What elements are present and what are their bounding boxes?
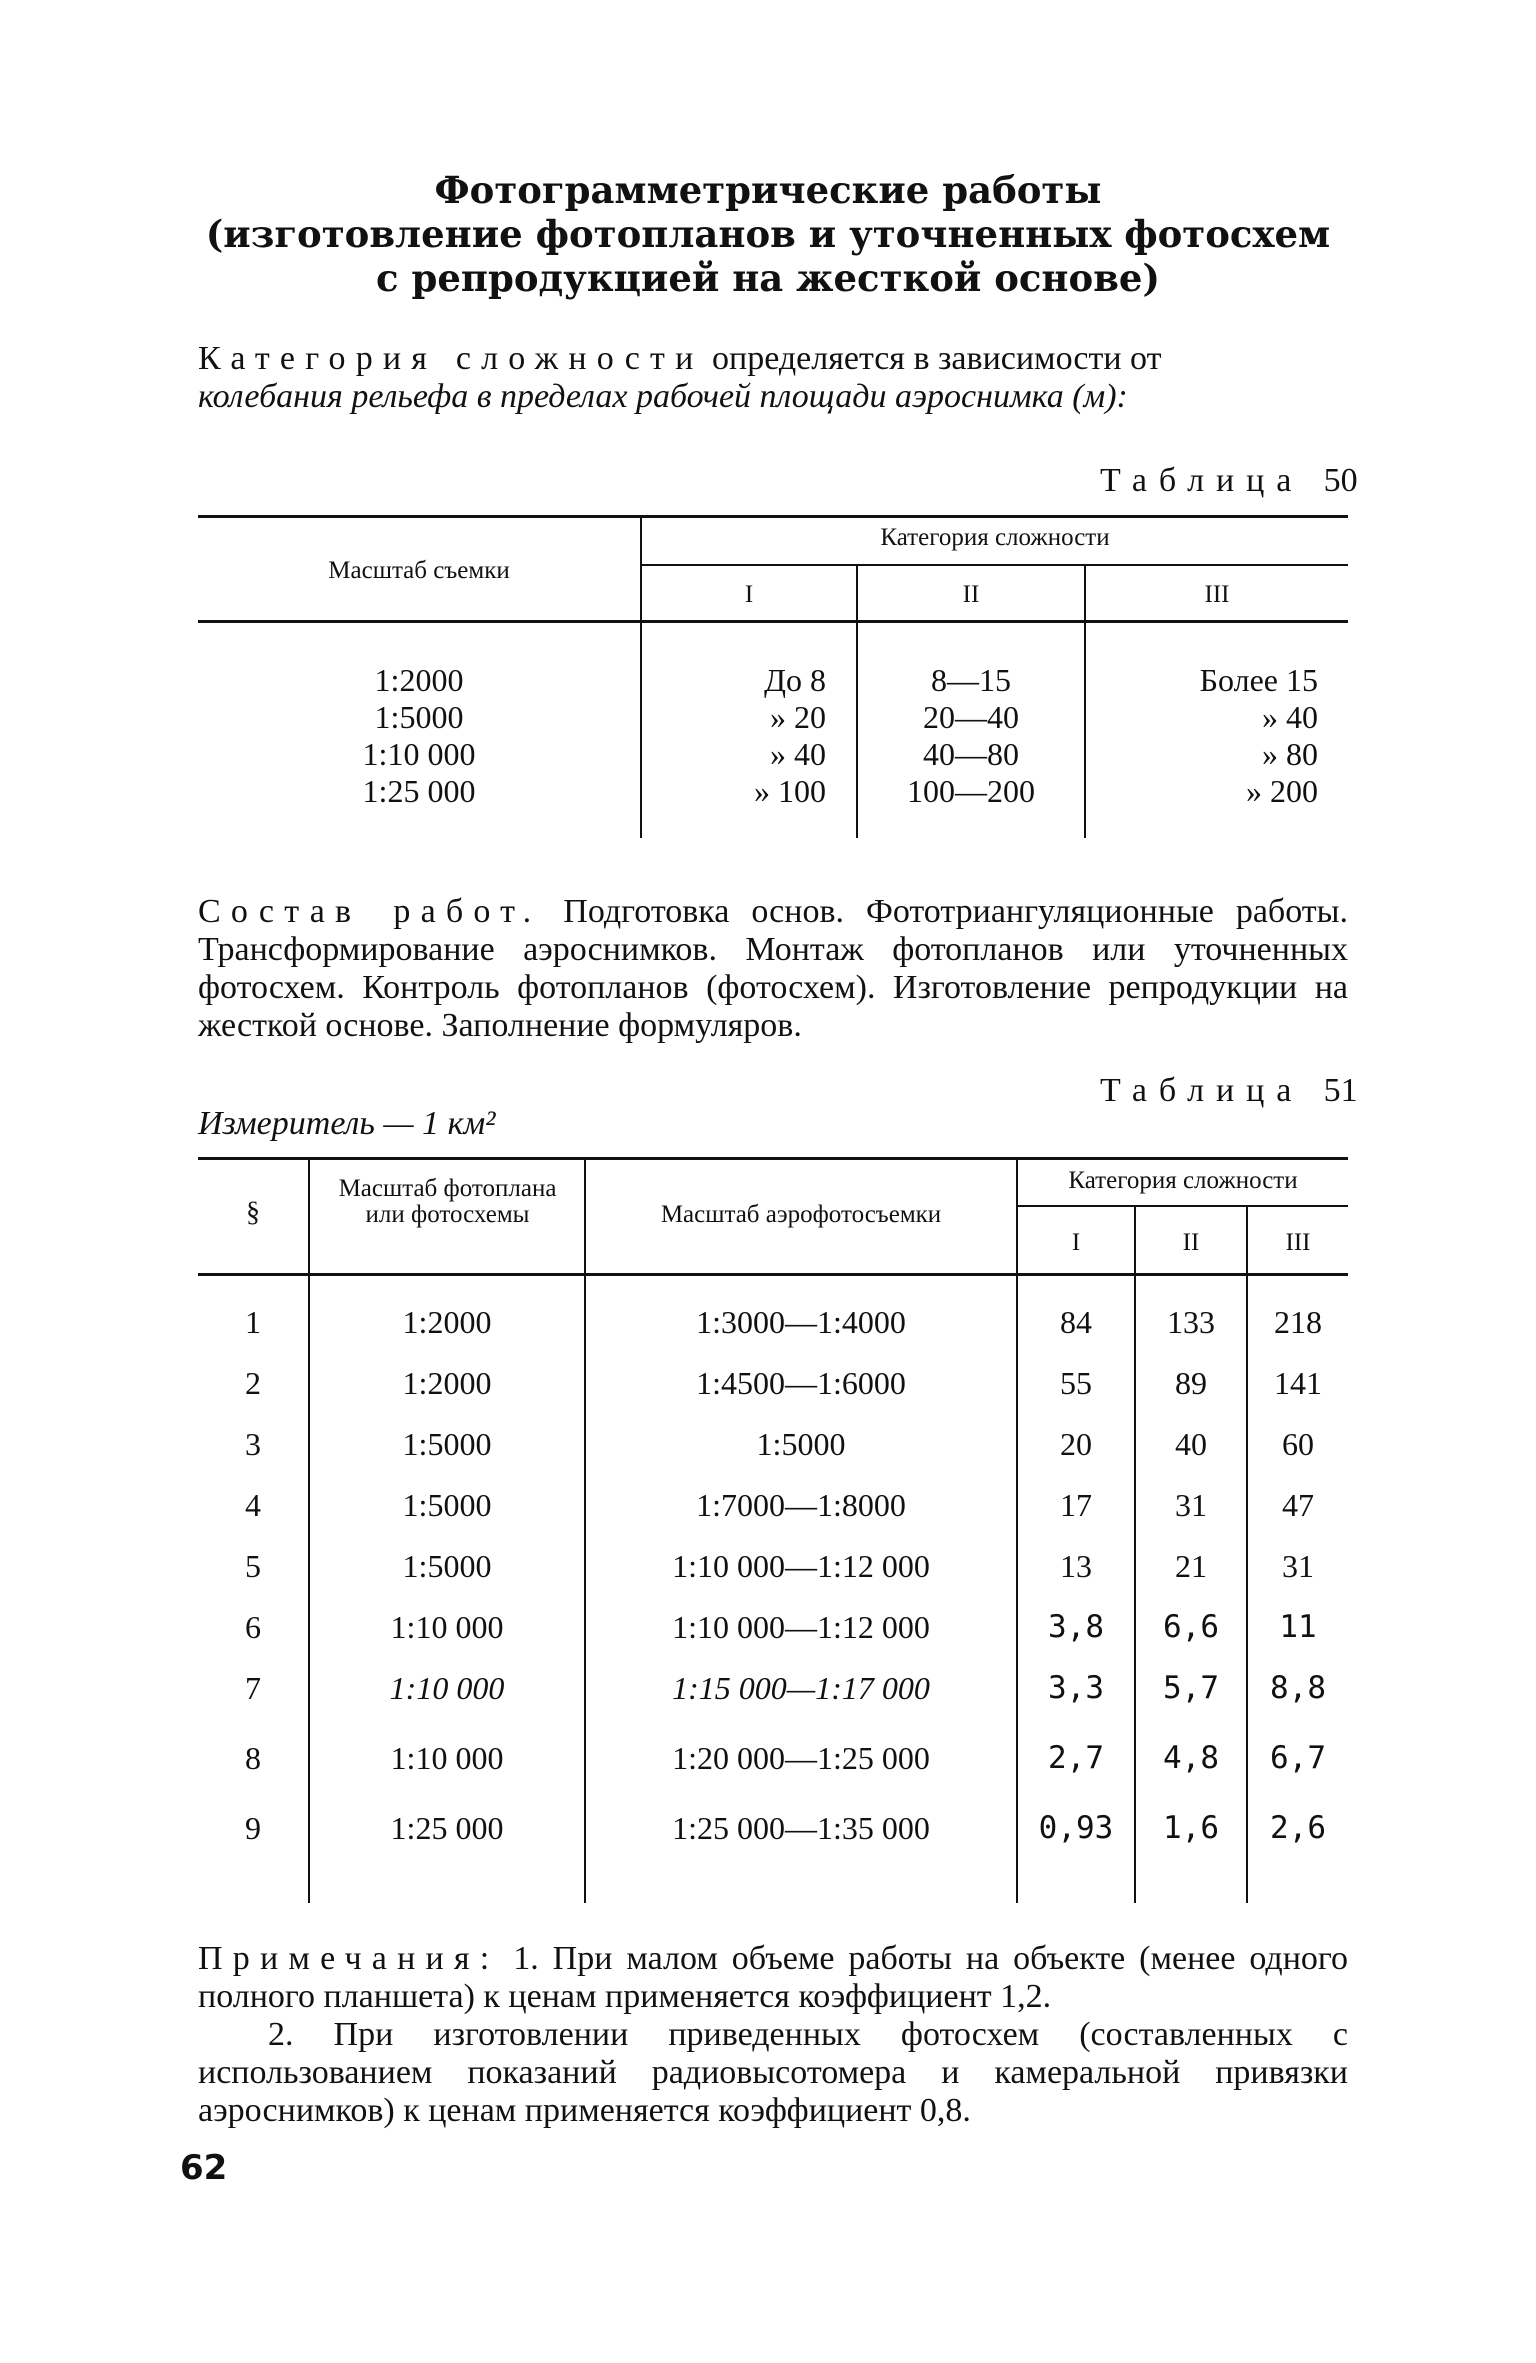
table51-cell-plan: 1:2000 bbox=[402, 1365, 492, 1401]
table50-cat-2-label: II bbox=[962, 581, 980, 608]
table51-vline-3 bbox=[1016, 1157, 1018, 1903]
table51-cell-aero: 1:20 000—1:25 000 bbox=[672, 1740, 930, 1776]
table50-cat-1-label: I bbox=[744, 581, 754, 608]
table51-number: 51 bbox=[1323, 1072, 1358, 1109]
table51-cell-c1: 55 bbox=[1060, 1365, 1092, 1401]
table51-cat-2-label: II bbox=[1182, 1229, 1200, 1256]
table51-vline-1 bbox=[308, 1157, 310, 1903]
table51-top-rule bbox=[198, 1157, 1348, 1160]
table51-measure: Измеритель — 1 км² bbox=[198, 1105, 496, 1142]
table51-cell-plan: 1:10 000 bbox=[390, 1740, 504, 1776]
table50-cat1-value: » 100 bbox=[754, 773, 826, 809]
table51-cat-1-label: I bbox=[1071, 1229, 1081, 1256]
table50-col-group-header: Категория сложности bbox=[880, 524, 1110, 551]
table51-cell-n: 4 bbox=[245, 1487, 261, 1523]
table51-cell-plan: 1:5000 bbox=[402, 1548, 492, 1584]
table51-cell-plan: 1:10 000 bbox=[390, 1609, 504, 1645]
table51-cell-aero: 1:10 000—1:12 000 bbox=[672, 1609, 930, 1645]
table51-vline-2 bbox=[584, 1157, 586, 1903]
table51-cell-n: 5 bbox=[245, 1548, 261, 1584]
table51-cat-3-label: III bbox=[1285, 1229, 1311, 1256]
table51-cell-c1: 17 bbox=[1060, 1487, 1092, 1523]
table50-caption-word: Таблица bbox=[1100, 462, 1304, 499]
table51-cell-aero: 1:10 000—1:12 000 bbox=[672, 1548, 930, 1584]
page-number: 62 bbox=[180, 2148, 228, 2188]
table51-cell-aero: 1:5000 bbox=[756, 1426, 846, 1462]
title-line-1: Фотограмметрические работы bbox=[434, 168, 1102, 212]
table50-cat3-value: » 200 bbox=[1246, 773, 1318, 809]
table51-cell-aero: 1:7000—1:8000 bbox=[696, 1487, 906, 1523]
table51-cell-plan: 1:25 000 bbox=[390, 1810, 504, 1846]
table50-cat1-value: » 20 bbox=[770, 699, 826, 735]
table51-cell-c3: 60 bbox=[1282, 1426, 1314, 1462]
intro-paragraph bbox=[198, 340, 1348, 378]
table51-plan-scale-header: Масштаб фотоплана или фотосхемы bbox=[338, 1175, 557, 1228]
table51-cell-c1: 13 bbox=[1060, 1548, 1092, 1584]
table51-cell-plan: 1:2000 bbox=[402, 1304, 492, 1340]
table51-cell-n: 8 bbox=[245, 1740, 261, 1776]
table51-cell-n: 6 bbox=[245, 1609, 261, 1645]
intro-rest: определяется в зависимости от bbox=[703, 340, 1162, 377]
table50-cat2-value: 20—40 bbox=[923, 699, 1019, 735]
table51-cell-c2: 6,6 bbox=[1163, 1609, 1219, 1645]
table50-cat3-value: » 80 bbox=[1262, 736, 1318, 772]
table51-cell-c3: 141 bbox=[1274, 1365, 1322, 1401]
table51-caption-word: Таблица bbox=[1100, 1072, 1304, 1109]
table51-cell-n: 9 bbox=[245, 1810, 261, 1846]
table51-cell-c2: 31 bbox=[1175, 1487, 1207, 1523]
table51-cell-c2: 5,7 bbox=[1163, 1670, 1219, 1706]
table50-cat2-value: 40—80 bbox=[923, 736, 1019, 772]
table51-cell-plan: 1:5000 bbox=[402, 1487, 492, 1523]
title-line-3: с репродукцией на жесткой основе) bbox=[376, 256, 1160, 300]
table50-top-rule bbox=[198, 515, 1348, 518]
table51-cell-c1: 3,3 bbox=[1048, 1670, 1104, 1706]
table50-cat3-value: Более 15 bbox=[1199, 662, 1318, 698]
table51-group-rule bbox=[1018, 1205, 1348, 1207]
intro-line-2-text: колебания рельефа в пределах рабочей площади аэроснимка ( bbox=[198, 378, 1084, 415]
table50-scale: 1:10 000 bbox=[362, 736, 476, 772]
table51-cell-plan: 1:10 000 bbox=[389, 1670, 505, 1706]
table51-cell-aero: 1:15 000—1:17 000 bbox=[672, 1670, 930, 1706]
table51-aero-scale-header: Масштаб аэрофотосъемки bbox=[660, 1201, 942, 1228]
table51-cell-n: 1 bbox=[245, 1304, 261, 1340]
table51-cell-c1: 84 bbox=[1060, 1304, 1092, 1340]
table51-cell-c2: 40 bbox=[1175, 1426, 1207, 1462]
table51-cell-c2: 89 bbox=[1175, 1365, 1207, 1401]
notes-note-1: 1. При малом объеме работы на объекте (менее одного полного планшета) к ценам применяется коэффициент 1,2. bbox=[198, 1940, 1348, 2015]
table50-cat-3-label: III bbox=[1204, 581, 1230, 608]
table51-caption bbox=[1100, 1072, 1358, 1110]
table51-cell-c1: 3,8 bbox=[1048, 1609, 1104, 1645]
table51-cell-c2: 4,8 bbox=[1163, 1740, 1219, 1776]
intro-unit: м bbox=[1083, 378, 1106, 415]
table50-cat3-value: » 40 bbox=[1262, 699, 1318, 735]
table50-scale: 1:5000 bbox=[374, 699, 464, 735]
table51-cell-c3: 31 bbox=[1282, 1548, 1314, 1584]
table51-cell-c3: 11 bbox=[1279, 1609, 1317, 1645]
table51-group-header: Категория сложности bbox=[1068, 1167, 1298, 1194]
table50-cat1-value: » 40 bbox=[770, 736, 826, 772]
sostav-text: Подготовка основ. Фототриангуляционные работы. Трансформирование аэроснимков. Монтаж фотопланов или уточненных фотосхем. Контроль фотопланов (фотосхем). Изготовление репродукции на жесткой основе. Заполнение формуляров. bbox=[198, 893, 1348, 1044]
table50-caption bbox=[1100, 462, 1358, 500]
table51-cell-c3: 218 bbox=[1274, 1304, 1322, 1340]
table51-cell-c2: 21 bbox=[1175, 1548, 1207, 1584]
table51-cell-c2: 1,6 bbox=[1163, 1810, 1219, 1846]
table50-scale: 1:2000 bbox=[374, 662, 464, 698]
table51-cell-c2: 133 bbox=[1167, 1304, 1215, 1340]
table51-num-header: § bbox=[246, 1197, 260, 1228]
table51-cell-c3: 2,6 bbox=[1270, 1810, 1326, 1846]
table51-cell-plan: 1:5000 bbox=[402, 1426, 492, 1462]
table51-cell-c1: 2,7 bbox=[1048, 1740, 1104, 1776]
table50-cat2-value: 100—200 bbox=[907, 773, 1035, 809]
table51-cell-c1: 0,93 bbox=[1038, 1810, 1114, 1846]
notes-paragraph-2: 2. При изготовлении приведенных фотосхем (составленных с использованием показаний радиовысотомера и камеральной привязки аэроснимков) к ценам применяется коэффициент 0,8. bbox=[198, 2016, 1348, 2129]
intro-lead: Категория сложности bbox=[198, 340, 704, 377]
table50-cat2-values bbox=[858, 662, 1084, 810]
table50-cat2-value: 8—15 bbox=[931, 662, 1011, 698]
table51-head-rule bbox=[198, 1273, 1348, 1276]
page-title bbox=[150, 168, 1386, 300]
table51-cell-c3: 8,8 bbox=[1270, 1670, 1326, 1706]
table51-cell-n: 7 bbox=[245, 1670, 261, 1706]
notes-paragraph-1 bbox=[198, 1940, 1348, 2016]
table51-cell-n: 2 bbox=[245, 1365, 261, 1401]
table50-cat3-values bbox=[1086, 662, 1348, 810]
table51-cell-aero: 1:3000—1:4000 bbox=[696, 1304, 906, 1340]
table50-cat1-values bbox=[642, 662, 856, 810]
table50-group-rule bbox=[642, 564, 1348, 566]
sostav-paragraph bbox=[198, 893, 1348, 1045]
title-line-2: (изготовление фотопланов и уточненных фотосхем bbox=[205, 212, 1331, 256]
intro-end: ): bbox=[1105, 378, 1128, 415]
table50-col-scale-header: Масштаб съемки bbox=[328, 557, 510, 584]
table50-cat1-value: До 8 bbox=[764, 662, 826, 698]
sostav-lead: Состав работ. bbox=[198, 893, 542, 930]
table51-cell-c3: 6,7 bbox=[1270, 1740, 1326, 1776]
notes-lead: Примечания: bbox=[198, 1940, 500, 1977]
table50-scale: 1:25 000 bbox=[362, 773, 476, 809]
table51-cell-c1: 20 bbox=[1060, 1426, 1092, 1462]
table51-cell-aero: 1:25 000—1:35 000 bbox=[672, 1810, 930, 1846]
table51-cell-c3: 47 bbox=[1282, 1487, 1314, 1523]
table51-cell-n: 3 bbox=[245, 1426, 261, 1462]
intro-line-2 bbox=[198, 378, 1348, 416]
table50-scales bbox=[198, 662, 640, 810]
table50-number: 50 bbox=[1323, 462, 1358, 499]
table50-head-rule bbox=[198, 620, 1348, 623]
table51-cell-aero: 1:4500—1:6000 bbox=[696, 1365, 906, 1401]
